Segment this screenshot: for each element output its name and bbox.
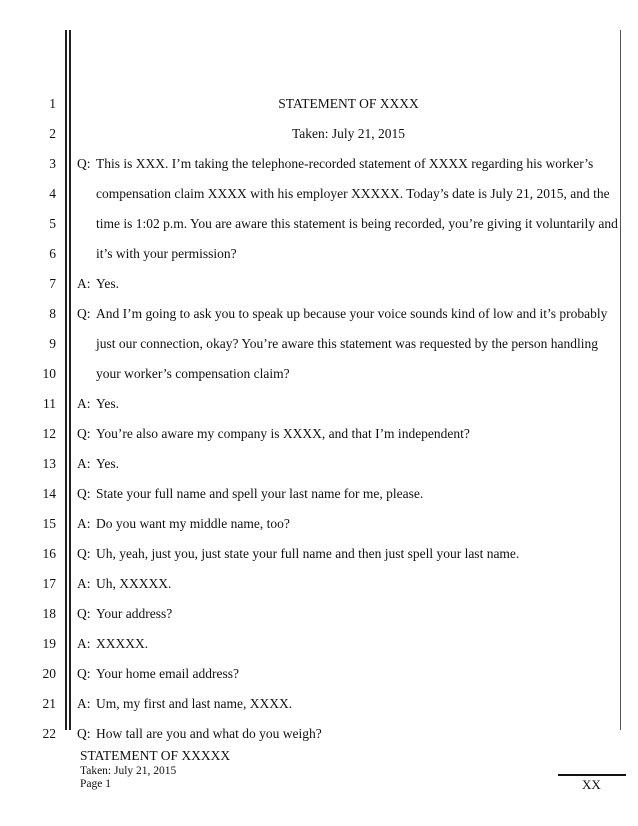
line-text: Your home email address? — [96, 666, 239, 681]
line-text: Do you want my middle name, too? — [96, 516, 290, 531]
line-text: your worker’s compensation claim? — [96, 366, 290, 381]
right-margin-rule — [620, 30, 621, 730]
line-number: 14 — [42, 486, 56, 501]
line-number: 21 — [42, 696, 56, 711]
line-number: 1 — [49, 96, 56, 111]
footer-title: STATEMENT OF XXXXX — [80, 748, 231, 763]
line-text: time is 1:02 p.m. You are aware this statement is being recorded, you’re giving it voluntarily and — [96, 216, 618, 231]
transcript-line — [96, 216, 618, 232]
speaker-label: A: — [77, 396, 91, 411]
transcript-line — [77, 516, 290, 532]
transcript-line — [77, 396, 119, 412]
statement-title: STATEMENT OF XXXX — [278, 96, 419, 111]
line-number: 9 — [49, 336, 56, 351]
transcript-line — [77, 666, 239, 682]
line-number: 15 — [42, 516, 56, 531]
transcript-line — [77, 306, 607, 322]
line-number: 18 — [42, 606, 56, 621]
line-number: 6 — [49, 246, 56, 261]
line-number: 5 — [49, 216, 56, 231]
line-text: just our connection, okay? You’re aware this statement was requested by the person handling — [96, 336, 598, 351]
line-number: 22 — [42, 726, 56, 741]
line-text: Uh, yeah, just you, just state your full name and then just spell your last name. — [96, 546, 520, 561]
speaker-label: A: — [77, 276, 91, 291]
transcript-line — [77, 486, 423, 502]
transcript-line — [77, 546, 519, 562]
speaker-label: A: — [77, 696, 91, 711]
transcript-line — [96, 336, 598, 352]
transcript-line — [77, 156, 593, 172]
transcript-line — [77, 606, 172, 622]
speaker-label: Q: — [77, 156, 91, 171]
speaker-label: Q: — [77, 666, 91, 681]
line-text: XXXXX. — [96, 636, 149, 651]
transcript-line — [96, 366, 290, 382]
line-text: compensation claim XXXX with his employer XXXXX. Today’s date is July 21, 2015, and the — [96, 186, 610, 201]
line-text: This is XXX. I’m taking the telephone-recorded statement of XXXX regarding his worker’s — [96, 156, 594, 171]
transcript-line — [77, 576, 171, 592]
line-number: 20 — [42, 666, 56, 681]
line-number: 10 — [42, 366, 56, 381]
line-text: Yes. — [96, 276, 120, 291]
speaker-label: Q: — [77, 606, 91, 621]
speaker-label: Q: — [77, 426, 91, 441]
line-text: You’re also aware my company is XXXX, and that I’m independent? — [96, 426, 470, 441]
line-text: Yes. — [96, 456, 120, 471]
line-number: 19 — [42, 636, 56, 651]
footer-marker: XX — [582, 777, 601, 792]
line-number: 7 — [49, 276, 56, 291]
speaker-label: A: — [77, 636, 91, 651]
transcript-line — [96, 186, 610, 202]
transcript-line — [77, 426, 470, 442]
line-text: How tall are you and what do you weigh? — [96, 726, 322, 741]
line-number: 13 — [42, 456, 56, 471]
line-text: Um, my first and last name, XXXX. — [96, 696, 293, 711]
transcript-line — [77, 276, 119, 292]
line-number: 12 — [42, 426, 56, 441]
line-text: it’s with your permission? — [96, 246, 237, 261]
speaker-label: A: — [77, 516, 91, 531]
line-text: Your address? — [96, 606, 173, 621]
left-margin-rule — [65, 30, 67, 730]
line-text: Uh, XXXXX. — [96, 576, 172, 591]
speaker-label: A: — [77, 576, 91, 591]
left-margin-rule-inner — [69, 30, 71, 730]
line-number: 3 — [49, 156, 56, 171]
line-number: 11 — [43, 396, 56, 411]
speaker-label: Q: — [77, 726, 91, 741]
speaker-label: Q: — [77, 306, 91, 321]
transcript-line — [77, 696, 292, 712]
footer-page-number: Page 1 — [80, 778, 111, 790]
speaker-label: Q: — [77, 546, 91, 561]
line-text: State your full name and spell your last name for me, please. — [96, 486, 424, 501]
speaker-label: A: — [77, 456, 91, 471]
line-number: 8 — [49, 306, 56, 321]
speaker-label: Q: — [77, 486, 91, 501]
line-text: And I’m going to ask you to speak up because your voice sounds kind of low and it’s probably — [96, 306, 608, 321]
transcript-line — [77, 726, 322, 742]
line-number: 17 — [42, 576, 56, 591]
transcript-line — [96, 246, 237, 262]
transcript-line — [77, 456, 119, 472]
transcript-line — [77, 636, 148, 652]
line-text: Yes. — [96, 396, 120, 411]
line-number: 2 — [49, 126, 56, 141]
footer-taken-date: Taken: July 21, 2015 — [80, 765, 177, 777]
line-number: 4 — [49, 186, 56, 201]
statement-taken-date: Taken: July 21, 2015 — [291, 126, 406, 141]
footer-rule — [558, 774, 626, 776]
line-number: 16 — [42, 546, 56, 561]
